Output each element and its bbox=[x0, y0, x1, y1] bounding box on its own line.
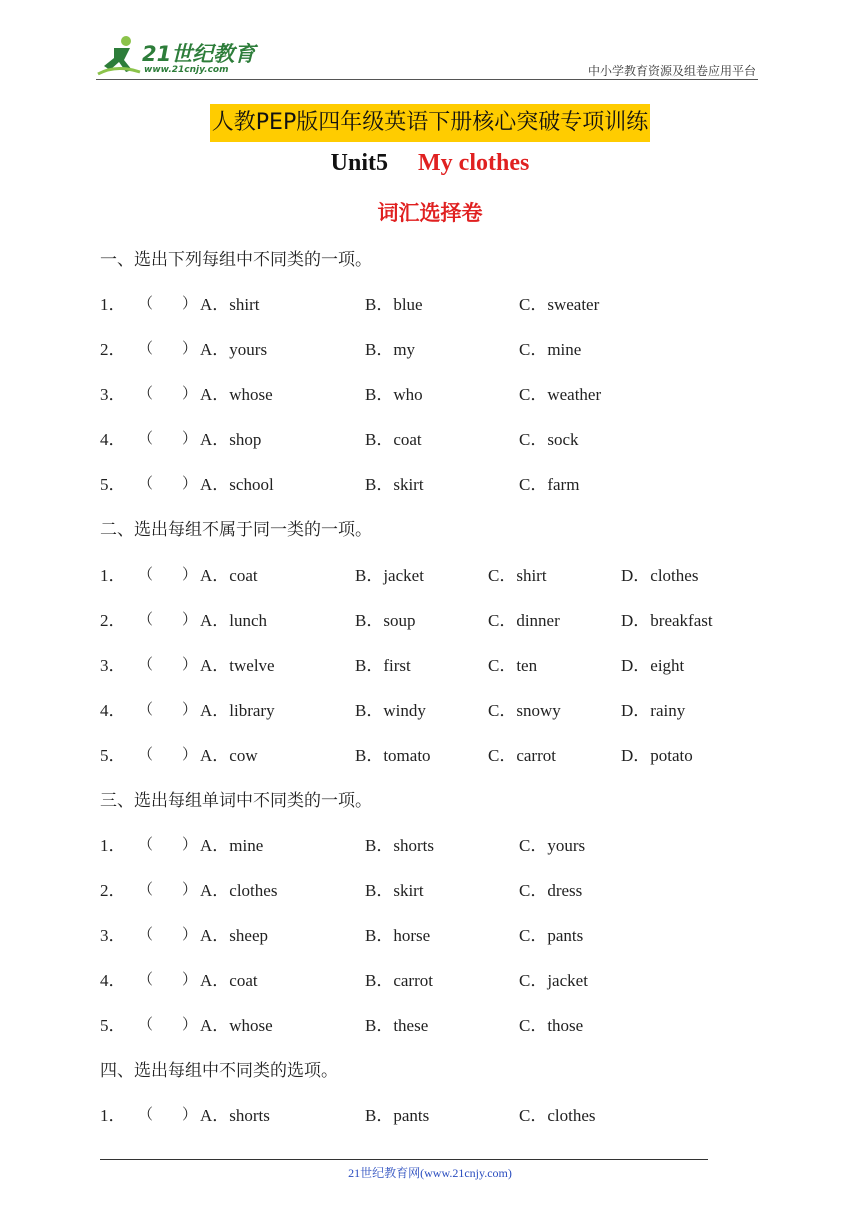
option-c: C．carrot bbox=[488, 746, 556, 765]
question-number: 4． bbox=[100, 701, 126, 720]
answer-blank-open[interactable]: （ bbox=[138, 1105, 154, 1123]
option-d: D．eight bbox=[621, 656, 685, 675]
answer-blank-close: ） bbox=[182, 294, 198, 312]
option-a: A．cow bbox=[200, 746, 258, 765]
answer-blank-close: ） bbox=[182, 835, 198, 853]
question-row bbox=[100, 561, 760, 587]
option-a: A．coat bbox=[200, 566, 258, 585]
page-title: 人教PEP版四年级英语下册核心突破专项训练 bbox=[210, 104, 650, 142]
answer-blank-open[interactable]: （ bbox=[138, 970, 154, 988]
question-row bbox=[100, 831, 760, 857]
option-a: A．shorts bbox=[200, 1106, 270, 1125]
title-row bbox=[0, 104, 860, 142]
answer-blank-open[interactable]: （ bbox=[138, 429, 154, 447]
question-number: 3． bbox=[100, 385, 126, 404]
question-row bbox=[100, 1011, 760, 1037]
option-c: C．clothes bbox=[519, 1106, 596, 1125]
question-number: 3． bbox=[100, 656, 126, 675]
answer-blank-open[interactable]: （ bbox=[138, 565, 154, 583]
option-c: C．jacket bbox=[519, 971, 588, 990]
option-c: C．weather bbox=[519, 385, 602, 404]
question-number: 3． bbox=[100, 926, 126, 945]
answer-blank-open[interactable]: （ bbox=[138, 835, 154, 853]
option-b: B．who bbox=[365, 385, 423, 404]
section-1-title: 一、选出下列每组中不同类的一项。 bbox=[100, 250, 372, 270]
option-b: B．skirt bbox=[365, 881, 424, 900]
option-a: A．yours bbox=[200, 340, 268, 359]
answer-blank-close: ） bbox=[182, 880, 198, 898]
question-row bbox=[100, 876, 760, 902]
option-b: B．coat bbox=[365, 430, 422, 449]
answer-blank-close: ） bbox=[182, 429, 198, 447]
answer-blank-close: ） bbox=[182, 700, 198, 718]
section-4-title: 四、选出每组中不同类的选项。 bbox=[100, 1061, 338, 1081]
option-b: B．blue bbox=[365, 295, 423, 314]
option-c: C．shirt bbox=[488, 566, 547, 585]
unit-number: Unit5 bbox=[330, 150, 389, 176]
option-a: A．coat bbox=[200, 971, 258, 990]
answer-blank-open[interactable]: （ bbox=[138, 384, 154, 402]
option-c: C．dinner bbox=[488, 611, 560, 630]
question-number: 1． bbox=[100, 836, 126, 855]
site-logo bbox=[96, 34, 266, 78]
answer-blank-open[interactable]: （ bbox=[138, 745, 154, 763]
answer-blank-close: ） bbox=[182, 474, 198, 492]
answer-blank-open[interactable]: （ bbox=[138, 610, 154, 628]
logo-url: www.21cnjy.com bbox=[144, 65, 229, 75]
answer-blank-open[interactable]: （ bbox=[138, 294, 154, 312]
question-number: 1． bbox=[100, 566, 126, 585]
option-a: A．lunch bbox=[200, 611, 268, 630]
option-b: B．tomato bbox=[355, 746, 431, 765]
question-row bbox=[100, 606, 760, 632]
option-a: A．twelve bbox=[200, 656, 275, 675]
option-d: D．clothes bbox=[621, 566, 699, 585]
option-a: A．clothes bbox=[200, 881, 278, 900]
answer-blank-open[interactable]: （ bbox=[138, 655, 154, 673]
option-a: A．whose bbox=[200, 1016, 273, 1035]
option-b: B．windy bbox=[355, 701, 426, 720]
option-b: B．horse bbox=[365, 926, 431, 945]
option-b: B．skirt bbox=[365, 475, 424, 494]
question-number: 2． bbox=[100, 611, 126, 630]
question-row bbox=[100, 741, 760, 767]
question-number: 5． bbox=[100, 475, 126, 494]
option-b: B．pants bbox=[365, 1106, 430, 1125]
answer-blank-close: ） bbox=[182, 1015, 198, 1033]
option-d: D．breakfast bbox=[621, 611, 713, 630]
option-c: C．farm bbox=[519, 475, 580, 494]
option-a: A．mine bbox=[200, 836, 264, 855]
logo-text: 21世纪教育 bbox=[142, 42, 256, 66]
question-number: 5． bbox=[100, 1016, 126, 1035]
footer-text[interactable]: 21世纪教育网(www.21cnjy.com) bbox=[348, 1166, 512, 1180]
header-divider bbox=[96, 79, 758, 80]
option-a: A．school bbox=[200, 475, 274, 494]
answer-blank-open[interactable]: （ bbox=[138, 474, 154, 492]
answer-blank-open[interactable]: （ bbox=[138, 880, 154, 898]
option-d: D．potato bbox=[621, 746, 693, 765]
option-c: C．sock bbox=[519, 430, 579, 449]
question-number: 4． bbox=[100, 971, 126, 990]
option-a: A．whose bbox=[200, 385, 273, 404]
option-c: C．snowy bbox=[488, 701, 561, 720]
option-b: B．shorts bbox=[365, 836, 434, 855]
question-number: 2． bbox=[100, 881, 126, 900]
question-row bbox=[100, 380, 760, 406]
answer-blank-close: ） bbox=[182, 655, 198, 673]
question-row bbox=[100, 470, 760, 496]
option-b: B．carrot bbox=[365, 971, 433, 990]
option-d: D．rainy bbox=[621, 701, 686, 720]
option-a: A．sheep bbox=[200, 926, 268, 945]
answer-blank-close: ） bbox=[182, 339, 198, 357]
option-c: C．dress bbox=[519, 881, 583, 900]
question-number: 5． bbox=[100, 746, 126, 765]
answer-blank-open[interactable]: （ bbox=[138, 1015, 154, 1033]
question-number: 2． bbox=[100, 340, 126, 359]
unit-heading bbox=[0, 150, 860, 177]
answer-blank-open[interactable]: （ bbox=[138, 925, 154, 943]
option-b: B．my bbox=[365, 340, 416, 359]
option-c: C．mine bbox=[519, 340, 582, 359]
question-row bbox=[100, 335, 760, 361]
answer-blank-close: ） bbox=[182, 745, 198, 763]
question-number: 1． bbox=[100, 1106, 126, 1125]
paper-subtitle: 词汇选择卷 bbox=[377, 201, 483, 225]
question-row bbox=[100, 696, 760, 722]
question-number: 4． bbox=[100, 430, 126, 449]
option-b: B．jacket bbox=[355, 566, 424, 585]
runner-logo-icon bbox=[96, 34, 144, 78]
answer-blank-close: ） bbox=[182, 970, 198, 988]
answer-blank-close: ） bbox=[182, 610, 198, 628]
option-b: B．these bbox=[365, 1016, 429, 1035]
section-2-title: 二、选出每组不属于同一类的一项。 bbox=[100, 520, 372, 540]
answer-blank-open[interactable]: （ bbox=[138, 339, 154, 357]
option-a: A．library bbox=[200, 701, 275, 720]
answer-blank-close: ） bbox=[182, 1105, 198, 1123]
question-row bbox=[100, 651, 760, 677]
answer-blank-close: ） bbox=[182, 384, 198, 402]
question-number: 1． bbox=[100, 295, 126, 314]
answer-blank-close: ） bbox=[182, 565, 198, 583]
answer-blank-open[interactable]: （ bbox=[138, 700, 154, 718]
option-b: B．first bbox=[355, 656, 411, 675]
header-tagline: 中小学教育资源及组卷应用平台 bbox=[587, 64, 756, 78]
option-c: C．ten bbox=[488, 656, 538, 675]
unit-name: My clothes bbox=[418, 150, 530, 176]
page-header bbox=[96, 34, 756, 80]
question-row bbox=[100, 1101, 760, 1127]
option-c: C．yours bbox=[519, 836, 586, 855]
subtitle-row bbox=[0, 197, 860, 227]
option-b: B．soup bbox=[355, 611, 416, 630]
option-c: C．sweater bbox=[519, 295, 600, 314]
question-row bbox=[100, 966, 760, 992]
answer-blank-close: ） bbox=[182, 925, 198, 943]
footer-divider bbox=[100, 1159, 708, 1160]
question-row bbox=[100, 921, 760, 947]
question-row bbox=[100, 425, 760, 451]
option-c: C．those bbox=[519, 1016, 584, 1035]
option-a: A．shop bbox=[200, 430, 262, 449]
question-row bbox=[100, 290, 760, 316]
option-a: A．shirt bbox=[200, 295, 260, 314]
option-c: C．pants bbox=[519, 926, 584, 945]
section-3-title: 三、选出每组单词中不同类的一项。 bbox=[100, 791, 372, 811]
